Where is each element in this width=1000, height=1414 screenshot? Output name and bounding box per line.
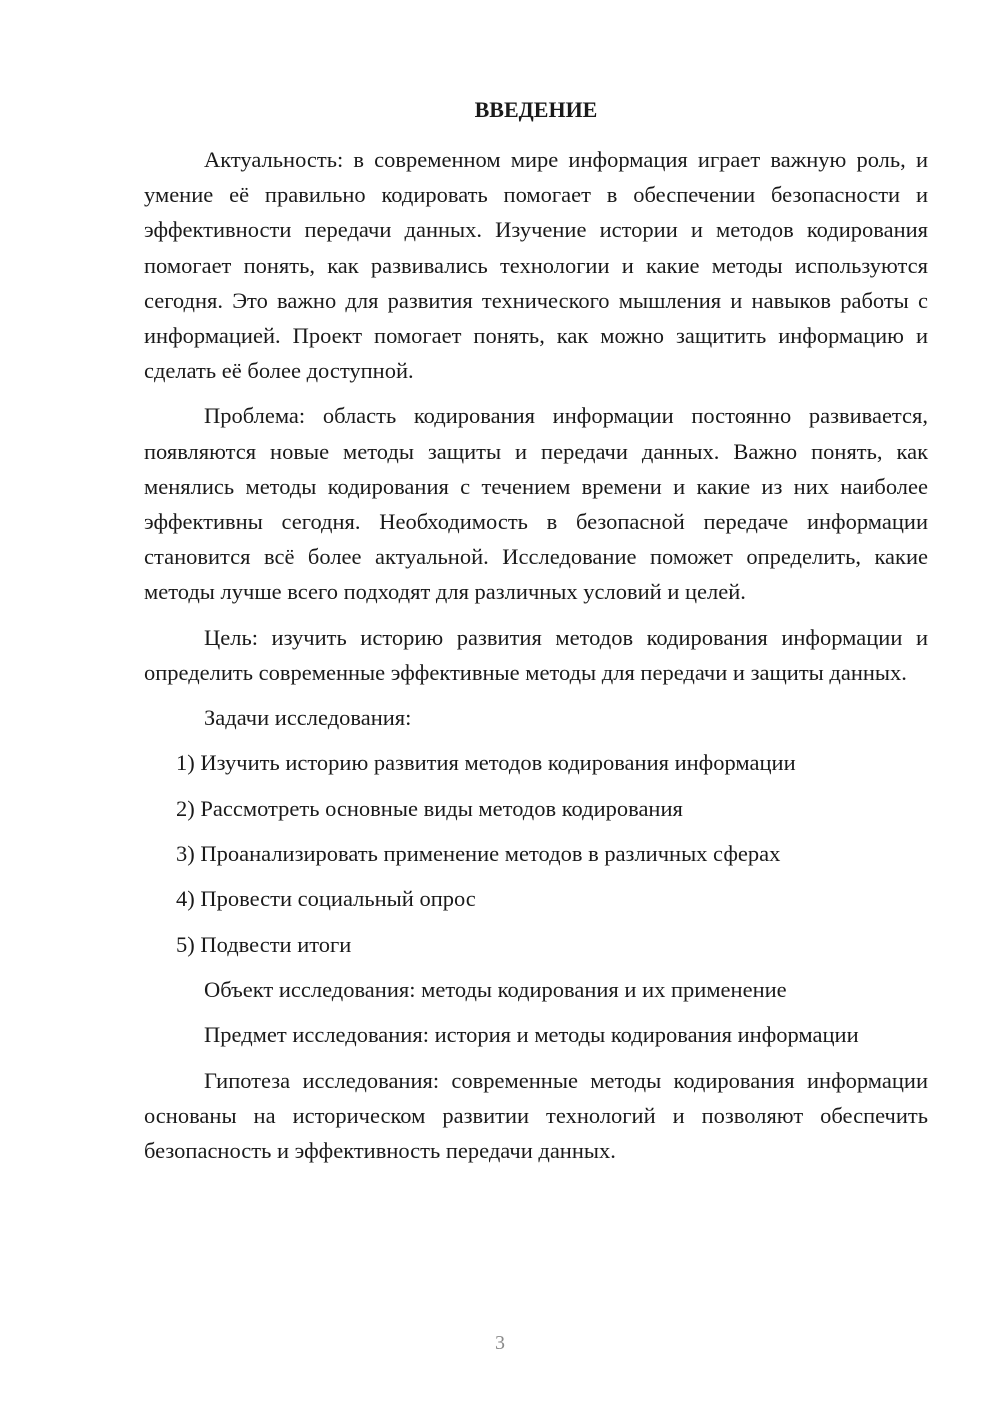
paragraph-relevance: Актуальность: в современном мире информация играет важную роль, и умение её правильно кодировать помогает в обеспечении безопасности и эффективности передачи данных. Изучение истории и методов кодирования помогает понять, как развивались технологии и какие методы используются сегодня. Это важно для развития технического мышления и навыков работы с информацией. Проект помогает понять, как можно защитить информацию и сделать её более доступной. xyxy=(144,147,928,384)
page-title: ВВЕДЕНИЕ xyxy=(474,97,598,122)
paragraph-goal: Цель: изучить историю развития методов кодирования информации и определить современные эффективные методы для передачи и защиты данных. xyxy=(144,624,928,685)
paragraph-problem: Проблема: область кодирования информации постоянно развивается, появляются новые методы защиты и передачи данных. Важно понять, как менялись методы кодирования с течением времени и какие из них наиболее эффективны сегодня. Необходимость в безопасной передаче информации становится всё более актуальной. Исследование поможет определить, какие методы лучше всего подходят для различных условий и целей. xyxy=(144,403,928,605)
paragraph-subject: Предмет исследования: история и методы кодирования информации xyxy=(204,1022,859,1048)
tasks-heading: Задачи исследования: xyxy=(204,705,412,731)
paragraph-hypothesis: Гипотеза исследования: современные методы кодирования информации основаны на историческом развитии технологий и позволяют обеспечить безопасность и эффективность передачи данных. xyxy=(144,1067,928,1164)
paragraph-object: Объект исследования: методы кодирования и их применение xyxy=(204,977,787,1003)
list-item: 3) Проанализировать применение методов в различных сферах xyxy=(176,841,781,867)
document-page xyxy=(144,92,928,1178)
tasks-list xyxy=(144,745,928,962)
list-item: 1) Изучить историю развития методов кодирования информации xyxy=(176,750,796,776)
list-item: 4) Провести социальный опрос xyxy=(176,886,476,912)
list-item: 5) Подвести итоги xyxy=(176,931,352,957)
page-number: 3 xyxy=(495,1332,505,1354)
list-item: 2) Рассмотреть основные виды методов кодирования xyxy=(176,795,683,821)
